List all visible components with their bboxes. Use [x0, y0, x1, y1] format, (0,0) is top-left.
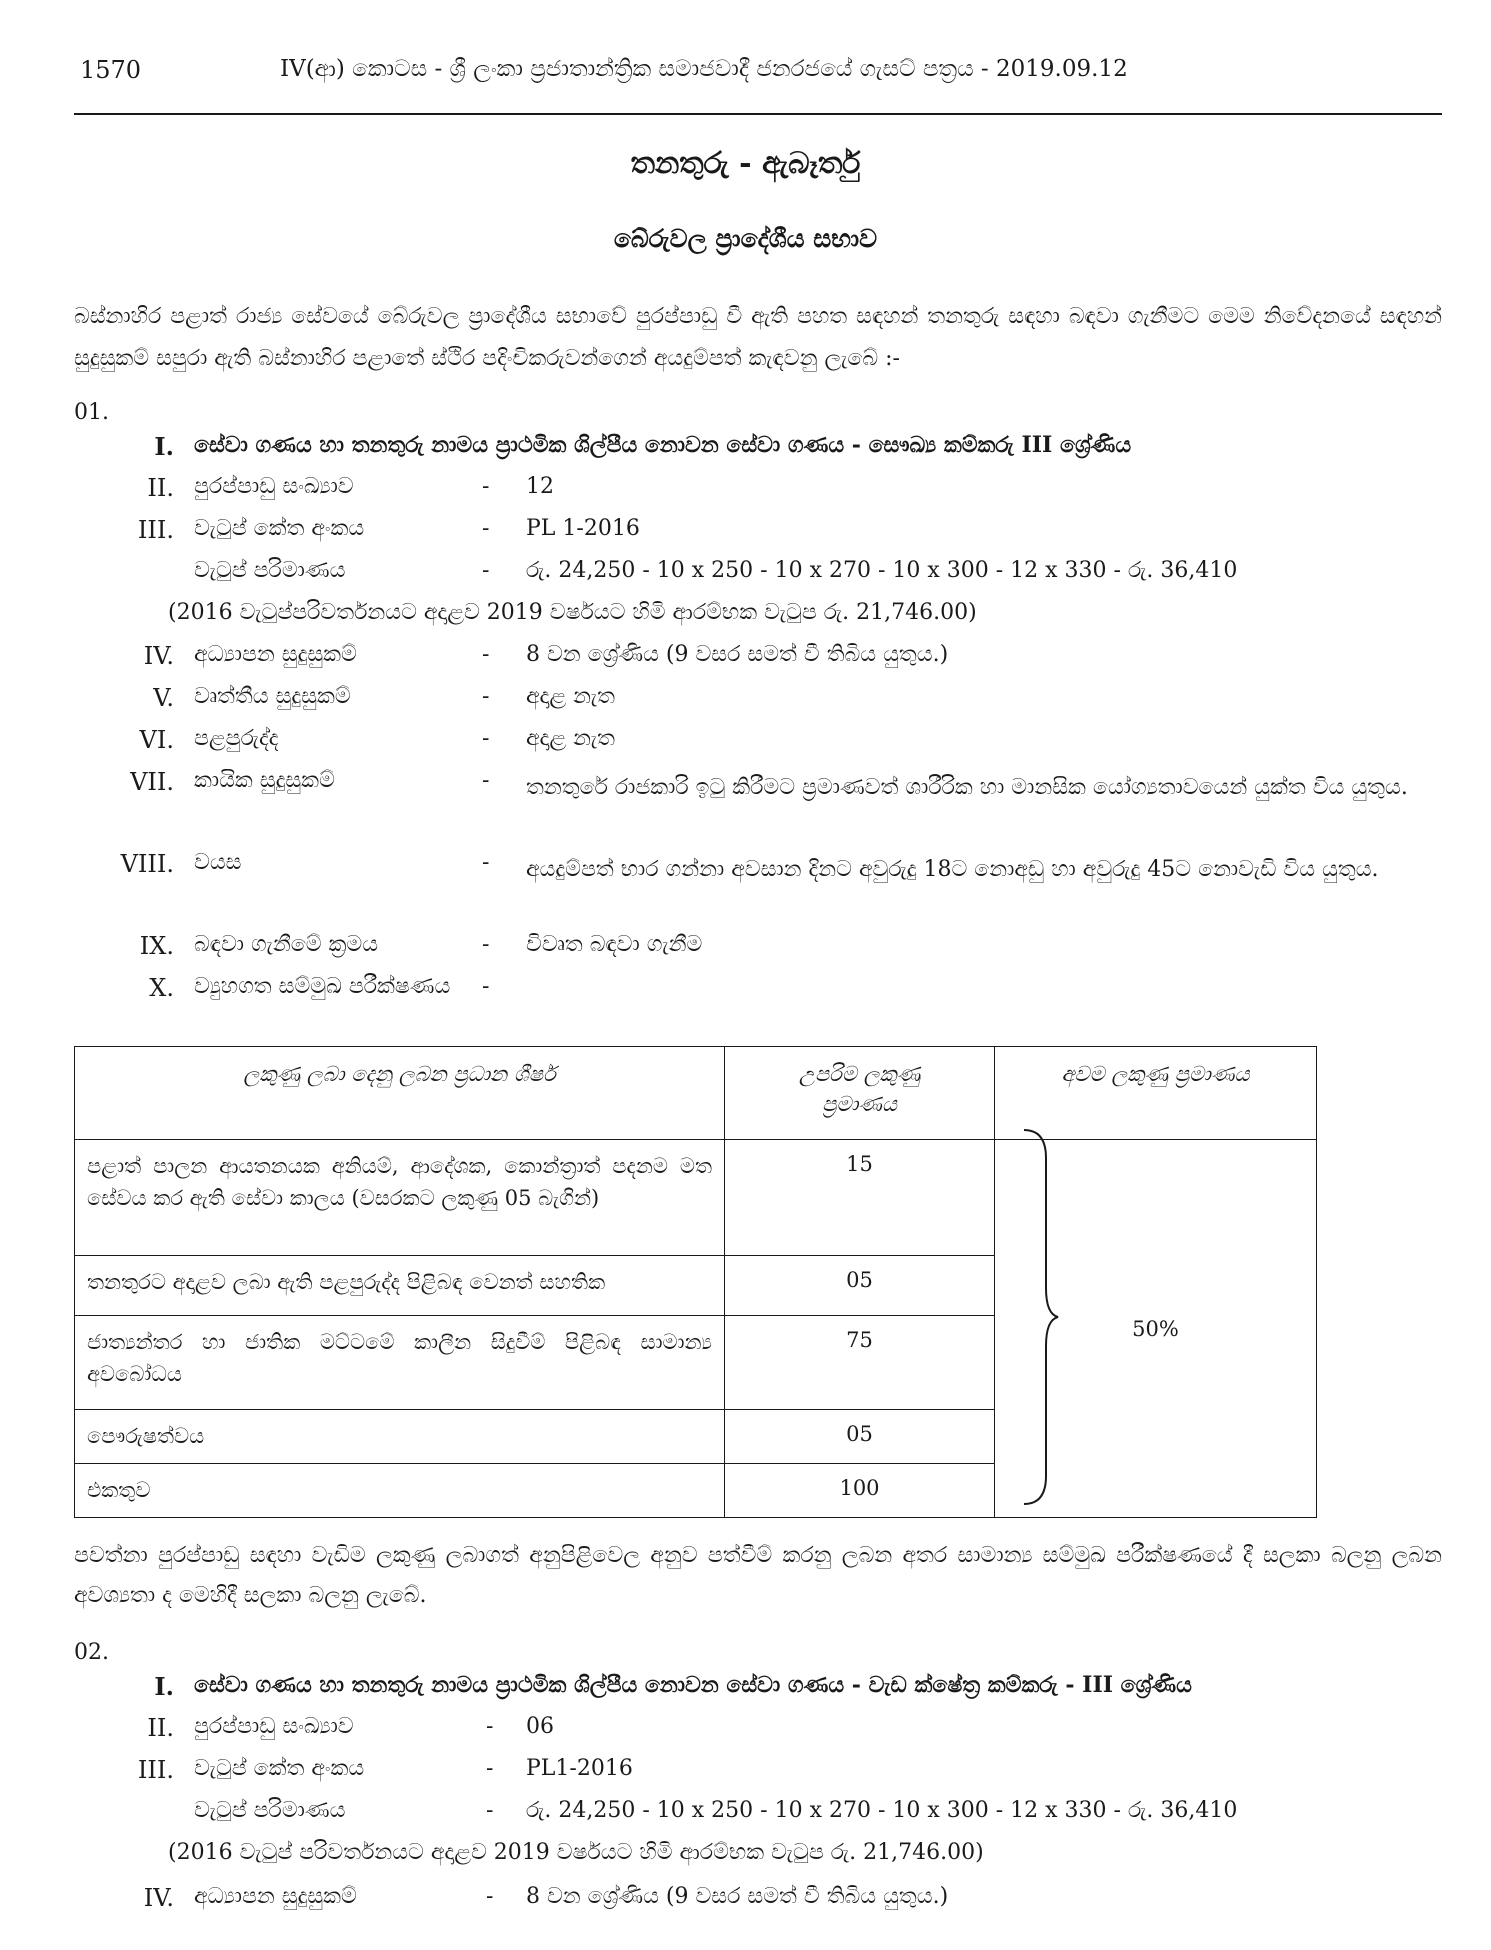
list-item	[74, 726, 1442, 766]
page-number: 1570	[80, 56, 142, 84]
minimum-mark-value: 50%	[1132, 1316, 1179, 1341]
header-cell-subject: ලකුණු ලබා දෙනු ලබන ප්‍රධාන ශීර්ෂ	[75, 1047, 725, 1140]
item-dash: -	[486, 1756, 494, 1781]
curly-brace-icon	[1020, 1128, 1060, 1506]
header-cell-max	[725, 1047, 995, 1140]
header-cell-max-text: උපරිම ලකුණු ප්‍රමාණය	[798, 1062, 921, 1116]
item-label: අධ්‍යාපන සුදුසුකම්	[194, 642, 357, 667]
item-label: වැටුප් කේත අංකය	[194, 1756, 365, 1781]
item-number: III.	[137, 516, 174, 544]
item-value: තනතුරේ රාජකාරි ඉටු කිරීමට ප්‍රමාණවත් ශාරීරික හා මානසික යෝග්‍යතාවයෙන් යුක්ත විය යුතුය.	[526, 775, 1408, 800]
list-item	[74, 558, 1442, 598]
running-header: IV(ආ) කොටස - ශ්‍රී ලංකා ප්‍රජාතාන්ත්‍රික සමාජවාදී ජනරජයේ ගැසට් පත්‍රය - 2019.09.12	[280, 56, 1128, 82]
item-dash: -	[482, 516, 490, 541]
item-number: IX.	[139, 932, 174, 960]
item-value: අදාළ නැත	[526, 726, 615, 751]
list-item	[74, 684, 1442, 724]
closing-paragraph: පවත්නා පුරප්පාඩු සඳහා වැඩිම ලකුණු ලබාගත් අනුපිළිවෙල අනුව පත්වීම් කරනු ලබන අතර සාමාන්‍ය සම්මුඛ පරීක්ෂණයේ දී සලකා බලනු ලබන අවශ්‍යතා ද මෙහිදී සලකා බලනු ලැබේ.	[74, 1543, 1442, 1608]
list-item	[74, 974, 1442, 1014]
item-value: 8 වන ශ්‍රේණිය (9 වසර සමත් වී තිබිය යුතුය.)	[526, 642, 949, 667]
item-label: අධ්‍යාපන සුදුසුකම්	[194, 1884, 357, 1909]
item-value: රු. 24,250 - 10 x 250 - 10 x 270 - 10 x 300 - 12 x 330 - රු. 36,410	[526, 558, 1238, 583]
item-dash: -	[482, 726, 490, 751]
item-value: අදාළ නැත	[526, 684, 615, 709]
list-item	[74, 1884, 1442, 1924]
item-label: වයස	[194, 850, 242, 875]
item-number: VII.	[130, 768, 174, 796]
item-value: රු. 24,250 - 10 x 250 - 10 x 270 - 10 x 300 - 12 x 330 - රු. 36,410	[526, 1798, 1238, 1823]
header-cell-min: අවම ලකුණු ප්‍රමාණය	[995, 1047, 1317, 1140]
max-mark-cell: 75	[725, 1316, 995, 1410]
section-number: 02.	[74, 1640, 109, 1665]
item-value: 12	[526, 474, 554, 499]
section-number: 01.	[74, 400, 109, 425]
item-number: V.	[153, 684, 174, 712]
item-label: වැටුප් කේත අංකය	[194, 516, 365, 541]
item-value: 8 වන ශ්‍රේණිය (9 වසර සමත් වී තිබිය යුතුය.)	[526, 1884, 949, 1909]
item-number: VI.	[139, 726, 174, 754]
table-header-row	[75, 1047, 1317, 1140]
item-number: I.	[154, 1672, 174, 1701]
marks-table	[74, 1046, 1317, 1518]
list-item	[74, 768, 1442, 852]
header-rule	[74, 113, 1442, 115]
item-number: III.	[137, 1756, 174, 1784]
page-subtitle: බේරුවල ප්‍රාදේශීය සභාව	[613, 224, 878, 253]
page-title: තනතුරු - ඇබෑර්තු	[630, 146, 861, 181]
item-label: සේවා ගණය හා තනතුරු නාමය ප්‍රාථමික ශිල්පීය නොවන සේවා ගණය - වැඩ ක්ෂේත්‍ර කම්කරු - III ශ්‍රේණිය	[194, 1672, 1192, 1698]
list-item	[74, 1756, 1442, 1796]
list-item	[74, 932, 1442, 972]
list-item	[74, 642, 1442, 682]
table-row	[75, 1140, 1317, 1256]
salary-note: (2016 වැටුප්පරිවර්තනයට අදාළව 2019 වර්ෂයට හිමි ආරම්භක වැටුප රු. 21,746.00)	[168, 600, 977, 625]
item-number: II.	[147, 474, 174, 502]
item-number: IV.	[143, 642, 174, 670]
intro-paragraph: බස්නාහිර පළාත් රාජ්‍ය සේවයේ බේරුවල ප්‍රාදේශීය සභාවේ පුරප්පාඩු වී ඇති පහත සඳහන් තනතුරු සඳහා බඳවා ගැනීමට මෙම නිවේදනයේ සඳහන් සුදුසුකම් සපුරා ඇති බස්නාහිර පළාතේ ස්ථිර පදිංචිකරුවන්ගෙන් අයදුම්පත් කැඳවනු ලැබේ :-	[74, 304, 1442, 371]
item-value: විවෘත බඳවා ගැනීම	[526, 932, 703, 957]
item-dash: -	[482, 932, 490, 957]
max-mark-cell: 05	[725, 1256, 995, 1316]
subject-cell: පෞරුෂත්වය	[75, 1410, 725, 1464]
item-dash: -	[482, 850, 490, 875]
item-label: වෘත්තීය සුදුසුකම්	[194, 684, 351, 709]
max-mark-cell: 05	[725, 1410, 995, 1464]
list-item	[74, 516, 1442, 556]
item-dash: -	[486, 1714, 494, 1739]
item-number: IV.	[143, 1884, 174, 1912]
item-dash: -	[486, 1884, 494, 1909]
list-item	[74, 1714, 1442, 1754]
item-dash: -	[482, 474, 490, 499]
item-value: 06	[526, 1714, 554, 1739]
item-dash: -	[482, 642, 490, 667]
item-label: බඳවා ගැනීමේ ක්‍රමය	[194, 932, 379, 957]
item-dash: -	[486, 1798, 494, 1823]
item-number: II.	[147, 1714, 174, 1742]
subject-cell: ජාත්‍යන්තර හා ජාතික මට්ටමේ කාලීන සිදුවීම් පිළිබඳ සාමාන්‍ය අවබෝධය	[75, 1316, 725, 1410]
list-item	[74, 474, 1442, 514]
item-label: පුරප්පාඩු සංඛ්‍යාව	[194, 474, 354, 499]
item-label: කායික සුදුසුකම්	[194, 768, 335, 793]
item-number: I.	[154, 432, 174, 461]
item-label: පුරප්පාඩු සංඛ්‍යාව	[194, 1714, 354, 1739]
subject-cell: එකතුව	[75, 1464, 725, 1518]
subject-cell: තනතුරට අදාළව ලබා ඇති පළපුරුද්ද පිළිබඳ වෙනත් සහතික	[75, 1256, 725, 1316]
subject-cell: පළාත් පාලන ආයතනයක අනියම්, ආදේශක, කොන්ත්‍රාත් පදනම මත සේවය කර ඇති සේවා කාලය (වසරකට ලකුණු 05 බැගින්)	[75, 1140, 725, 1256]
item-value: අයදුම්පත් භාර ගන්නා අවසාන දිනට අවුරුදු 18ට නොඅඩු හා අවුරුදු 45ට නොවැඩි විය යුතුය.	[526, 857, 1379, 882]
item-dash: -	[482, 974, 490, 999]
item-label: ව්‍යුහගත සම්මුඛ පරීක්ෂණය	[194, 974, 451, 999]
list-item	[74, 432, 1442, 472]
item-dash: -	[482, 768, 490, 793]
item-label: සේවා ගණය හා තනතුරු නාමය ප්‍රාථමික ශිල්පීය නොවන සේවා ගණය - සෞඛ්‍ය කම්කරු III ශ්‍රේණිය	[194, 432, 1132, 458]
list-item	[74, 850, 1442, 934]
item-number: VIII.	[120, 850, 174, 878]
item-label: වැටුප් පරිමාණය	[194, 558, 346, 583]
item-value: PL 1-2016	[526, 516, 640, 541]
max-mark-cell: 100	[725, 1464, 995, 1518]
item-dash: -	[482, 558, 490, 583]
list-item	[74, 1672, 1442, 1712]
salary-note: (2016 වැටුප් පරිවර්තනයට අදාළව 2019 වර්ෂයට හිමි ආරම්භක වැටුප රු. 21,746.00)	[168, 1840, 984, 1865]
item-label: පළපුරුද්ද	[194, 726, 279, 751]
item-number: X.	[149, 974, 174, 1002]
list-item	[74, 1798, 1442, 1838]
item-value: PL1-2016	[526, 1756, 633, 1781]
max-mark-cell: 15	[725, 1140, 995, 1256]
item-dash: -	[482, 684, 490, 709]
item-label: වැටුප් පරිමාණය	[194, 1798, 346, 1823]
